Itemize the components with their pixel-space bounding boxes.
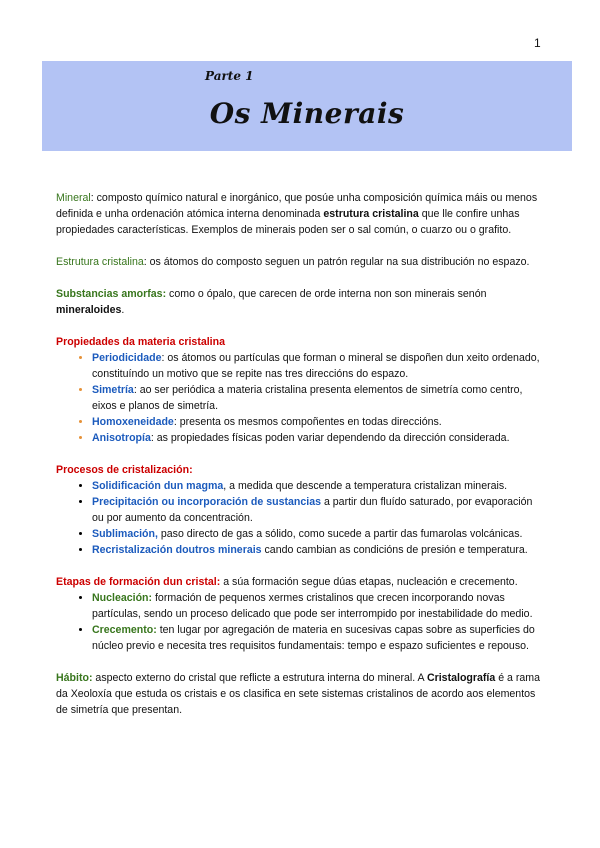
- mineral-bold: estrutura cristalina: [323, 208, 419, 220]
- item-term: Anisotropía: [92, 432, 151, 444]
- etapas-heading-line: [56, 574, 544, 590]
- etapas-intro: a súa formación segue dúas etapas, nucleación e crecemento.: [220, 576, 518, 588]
- list-item: [92, 494, 544, 526]
- item-term: Crecemento:: [92, 624, 157, 636]
- document-body: [56, 190, 544, 734]
- list-item: [92, 590, 544, 622]
- item-text: paso directo de gas a sólido, como sucede a partir das fumarolas volcánicas.: [157, 528, 523, 540]
- amorfas-end: .: [121, 304, 125, 316]
- term-estrutura: Estrutura cristalina: [56, 256, 144, 268]
- item-term: Homoxeneidade: [92, 416, 174, 428]
- list-item: [92, 350, 544, 382]
- mineral-text: : composto químico natural e inorgánico, que posúe unha composición química máis ou menos definida e unha ordenación atómica interna denominada: [56, 192, 538, 220]
- item-text: : os átomos ou partículas que forman o mineral se dispoñen dun xeito ordenado, constituíndo un motivo que se repite nas tres direccións do espazo.: [92, 352, 540, 380]
- estrutura-text: : os átomos do composto seguen un patrón regular na sua distribución no espazo.: [143, 256, 530, 268]
- etapas-heading: Etapas de formación dun cristal:: [56, 576, 221, 588]
- propiedades-section: [56, 334, 544, 446]
- item-term: Nucleación:: [92, 592, 153, 604]
- list-item: [92, 478, 544, 494]
- procesos-heading: Procesos de cristalización:: [56, 464, 193, 476]
- amorfas-definition: [56, 286, 544, 318]
- item-term: Solidificación dun magma: [92, 480, 224, 492]
- propiedades-heading: Propiedades da materia cristalina: [56, 336, 225, 348]
- procesos-list: [56, 478, 544, 558]
- etapas-section: [56, 574, 544, 654]
- part-label: Parte 1: [205, 69, 254, 83]
- amorfas-bold: mineraloides: [56, 304, 122, 316]
- list-item: [92, 414, 544, 430]
- item-text: : ao ser periódica a materia cristalina presenta elementos de simetría como centro, eixos e planos de simetría.: [92, 384, 523, 412]
- term-mineral: Mineral: [56, 192, 91, 204]
- list-item: [92, 542, 544, 558]
- habito-bold: Cristalografía: [426, 672, 496, 684]
- amorfas-text: como o ópalo, que carecen de orde interna non son minerais senón: [166, 288, 487, 300]
- list-item: [92, 622, 544, 654]
- page-number: 1: [534, 36, 541, 50]
- list-item: [92, 430, 544, 446]
- item-text: , a medida que descende a temperatura cristalizan minerais.: [223, 480, 508, 492]
- item-term: Sublimación,: [92, 528, 158, 540]
- item-term: Periodicidade: [92, 352, 162, 364]
- title-banner: [42, 61, 572, 151]
- habito-text-2: é a rama da Xeoloxía que estuda os cristais e os clasifica en sete sistemas cristalinos de acordo aos elementos de simetría que presentan.: [56, 672, 541, 716]
- propiedades-list: [56, 350, 544, 446]
- item-text: formación de pequenos xermes cristalinos que crecen incorporando novas partículas, sendo un proceso delicado que pode ser interrompido por inestabilidade do medio.: [92, 592, 533, 620]
- term-habito: Hábito:: [56, 672, 93, 684]
- mineral-text-2: que lle confire unhas propiedades características. Exemplos de minerais poden ser o sal común, o cuarzo ou o grafito.: [56, 208, 520, 236]
- page-title: Os Minerais: [209, 97, 405, 130]
- item-text: a partir dun fluído saturado, por evaporación ou por aumento da concentración.: [92, 496, 533, 524]
- estrutura-definition: [56, 254, 544, 270]
- etapas-list: [56, 590, 544, 654]
- item-text: ten lugar por agregación de materia en sucesivas capas sobre as superficies do núcleo previo e necesita tres requisitos fundamentais: tempo e espazo suficientes e repouso.: [92, 624, 535, 652]
- habito-text: aspecto externo do cristal que reflicte a estrutura interna do mineral. A: [92, 672, 427, 684]
- list-item: [92, 526, 544, 542]
- list-item: [92, 382, 544, 414]
- item-term: Recristalización doutros minerais: [92, 544, 262, 556]
- item-term: Precipitación ou incorporación de sustancias: [92, 496, 322, 508]
- procesos-section: [56, 462, 544, 558]
- item-text: cando cambian as condicións de presión e temperatura.: [261, 544, 528, 556]
- item-text: : presenta os mesmos compoñentes en todas direccións.: [173, 416, 442, 428]
- item-text: : as propiedades físicas poden variar dependendo da dirección considerada.: [150, 432, 510, 444]
- habito-definition: [56, 670, 544, 718]
- term-amorfas: Substancias amorfas:: [56, 288, 167, 300]
- item-term: Simetría: [92, 384, 134, 396]
- mineral-definition: [56, 190, 544, 238]
